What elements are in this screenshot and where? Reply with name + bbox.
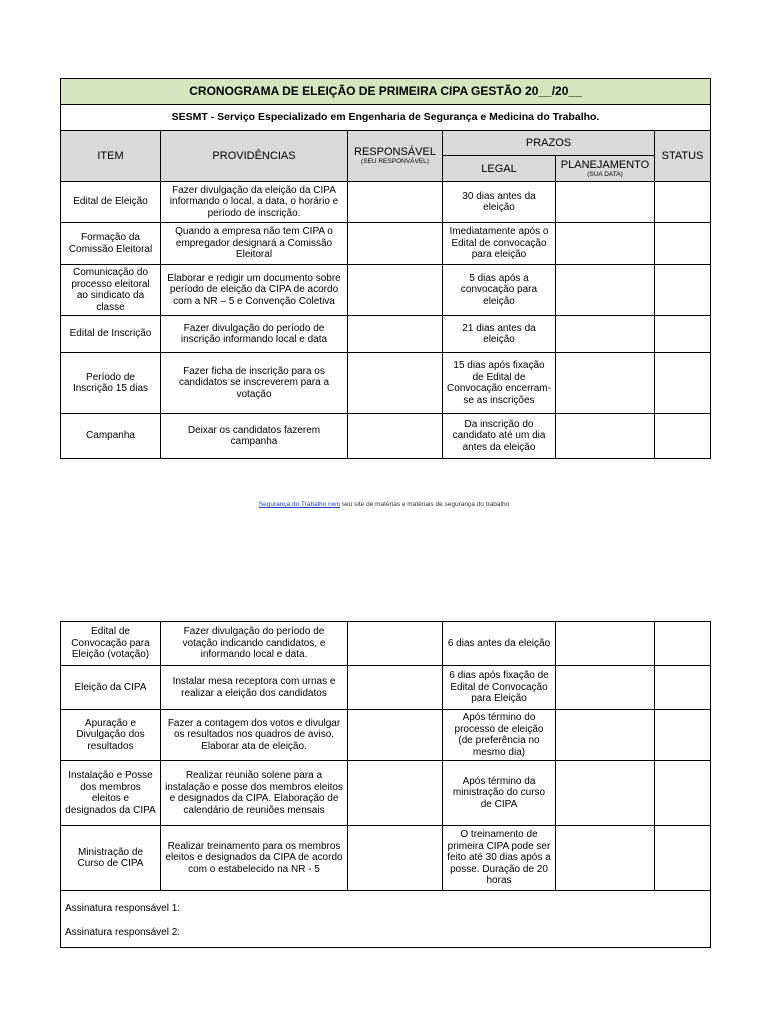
footer-note bbox=[0, 501, 768, 508]
row-item: Edital de Convocação para Eleição (votação) bbox=[61, 622, 161, 666]
header-responsavel-label: RESPONSÁVEL bbox=[354, 146, 436, 158]
row-providencia: Fazer divulgação do período de votação indicando candidatos, e informando local e data. bbox=[161, 622, 348, 666]
row-providencia: Fazer divulgação do período de inscrição informando local e data bbox=[161, 316, 348, 353]
signature-row bbox=[61, 891, 711, 948]
table-row bbox=[61, 353, 711, 414]
row-planejamento-cell bbox=[556, 223, 655, 265]
row-item: Comunicação do processo eleitoral ao sindicato da classe bbox=[61, 265, 161, 316]
row-item: Edital de Inscrição bbox=[61, 316, 161, 353]
row-legal: 5 dias após a convocação para eleição bbox=[443, 265, 556, 316]
row-responsavel-cell bbox=[348, 826, 443, 891]
header-legal: LEGAL bbox=[443, 156, 556, 182]
row-responsavel-cell bbox=[348, 414, 443, 459]
table-row bbox=[61, 265, 711, 316]
row-providencia: Fazer a contagem dos votos e divulgar os resultados nos quadros de aviso. Elaborar ata de eleição. bbox=[161, 710, 348, 761]
row-providencia: Fazer divulgação da eleição da CIPA informando o local, a data, o horário e período de inscrição. bbox=[161, 182, 348, 223]
schedule-table-page-2 bbox=[60, 621, 711, 948]
table-row bbox=[61, 826, 711, 891]
table-row bbox=[61, 182, 711, 223]
row-legal: O treinamento de primeira CIPA pode ser feito até 30 dias após a posse. Duração de 20 horas bbox=[443, 826, 556, 891]
row-item: Apuração e Divulgação dos resultados bbox=[61, 710, 161, 761]
header-status: STATUS bbox=[655, 131, 711, 182]
signature-line-1: Assinatura responsável 1: bbox=[65, 903, 181, 914]
header-providencias: PROVIDÊNCIAS bbox=[161, 131, 348, 182]
row-planejamento-cell bbox=[556, 761, 655, 826]
schedule-table-page-1 bbox=[60, 78, 711, 459]
row-responsavel-cell bbox=[348, 666, 443, 710]
row-providencia: Realizar reunião solene para a instalação e posse dos membros eleitos e designados da CIPA. Elaboração de calendário de reuniões mensais bbox=[161, 761, 348, 826]
row-providencia: Fazer ficha de inscrição para os candidatos se inscreverem para a votação bbox=[161, 353, 348, 414]
row-responsavel-cell bbox=[348, 622, 443, 666]
table-row bbox=[61, 414, 711, 459]
page-title: CRONOGRAMA DE ELEIÇÃO DE PRIMEIRA CIPA GESTÃO 20__/20__ bbox=[61, 79, 711, 105]
header-item: ITEM bbox=[61, 131, 161, 182]
row-status-cell bbox=[655, 761, 711, 826]
row-item: Instalação e Posse dos membros eleitos e designados da CIPA bbox=[61, 761, 161, 826]
row-planejamento-cell bbox=[556, 316, 655, 353]
row-legal: Após término do processo de eleição (de preferência no mesmo dia) bbox=[443, 710, 556, 761]
row-responsavel-cell bbox=[348, 710, 443, 761]
header-prazos: PRAZOS bbox=[443, 131, 655, 156]
row-providencia: Instalar mesa receptora com urnas e realizar a eleição dos candidatos bbox=[161, 666, 348, 710]
signature-line-2: Assinatura responsável 2: bbox=[65, 927, 181, 938]
row-responsavel-cell bbox=[348, 265, 443, 316]
row-planejamento-cell bbox=[556, 826, 655, 891]
row-status-cell bbox=[655, 182, 711, 223]
row-status-cell bbox=[655, 353, 711, 414]
row-legal: 21 dias antes da eleição bbox=[443, 316, 556, 353]
row-status-cell bbox=[655, 622, 711, 666]
row-legal: 30 dias antes da eleição bbox=[443, 182, 556, 223]
row-item: Eleição da CIPA bbox=[61, 666, 161, 710]
header-planejamento bbox=[556, 156, 655, 182]
row-legal: Após término da ministração do curso de CIPA bbox=[443, 761, 556, 826]
row-planejamento-cell bbox=[556, 182, 655, 223]
row-responsavel-cell bbox=[348, 316, 443, 353]
row-planejamento-cell bbox=[556, 666, 655, 710]
row-planejamento-cell bbox=[556, 265, 655, 316]
header-responsavel bbox=[348, 131, 443, 182]
row-planejamento-cell bbox=[556, 622, 655, 666]
row-item: Ministração de Curso de CIPA bbox=[61, 826, 161, 891]
row-legal: Da inscrição do candidato até um dia antes da eleição bbox=[443, 414, 556, 459]
row-responsavel-cell bbox=[348, 182, 443, 223]
row-item: Período de Inscrição 15 dias bbox=[61, 353, 161, 414]
footer-text: seu site de matérias e matériais de segurança do trabalho bbox=[340, 501, 510, 508]
table-row bbox=[61, 223, 711, 265]
row-legal: Imediatamente após o Edital de convocação para eleição bbox=[443, 223, 556, 265]
table-row bbox=[61, 622, 711, 666]
row-status-cell bbox=[655, 414, 711, 459]
row-responsavel-cell bbox=[348, 761, 443, 826]
table-row bbox=[61, 710, 711, 761]
row-providencia: Elaborar e redigir um documento sobre período de eleição da CIPA de acordo com a NR – 5 e Convenção Coletiva bbox=[161, 265, 348, 316]
row-item: Formação da Comissão Eleitoral bbox=[61, 223, 161, 265]
row-status-cell bbox=[655, 316, 711, 353]
signature-block bbox=[61, 891, 711, 948]
row-legal: 6 dias após fixação de Edital de Convocação para Eleição bbox=[443, 666, 556, 710]
row-planejamento-cell bbox=[556, 710, 655, 761]
row-providencia: Quando a empresa não tem CIPA o empregador designará a Comissão Eleitoral bbox=[161, 223, 348, 265]
header-responsavel-sub: (SEU RESPONVÁVEL) bbox=[361, 158, 429, 165]
header-planejamento-sub: (SUA DATA) bbox=[587, 170, 623, 178]
footer-link[interactable]: Segurança do Trabalho nwn bbox=[258, 501, 341, 508]
row-status-cell bbox=[655, 826, 711, 891]
row-responsavel-cell bbox=[348, 353, 443, 414]
row-providencia: Deixar os candidatos fazerem campanha bbox=[161, 414, 348, 459]
row-providencia: Realizar treinamento para os membros eleitos e designados da CIPA de acordo com o estabelecido na NR - 5 bbox=[161, 826, 348, 891]
row-status-cell bbox=[655, 666, 711, 710]
page-subtitle: SESMT - Serviço Especializado em Engenharia de Segurança e Medicina do Trabalho. bbox=[61, 105, 711, 131]
table-row bbox=[61, 761, 711, 826]
row-status-cell bbox=[655, 710, 711, 761]
row-status-cell bbox=[655, 223, 711, 265]
row-legal: 15 dias após fixação de Edital de Convocação encerram-se as inscrições bbox=[443, 353, 556, 414]
row-item: Edital de Eleição bbox=[61, 182, 161, 223]
row-legal: 6 dias antes da eleição bbox=[443, 622, 556, 666]
row-status-cell bbox=[655, 265, 711, 316]
table-row bbox=[61, 666, 711, 710]
row-planejamento-cell bbox=[556, 353, 655, 414]
row-planejamento-cell bbox=[556, 414, 655, 459]
row-responsavel-cell bbox=[348, 223, 443, 265]
row-item: Campanha bbox=[61, 414, 161, 459]
header-planejamento-label: PLANEJAMENTO bbox=[560, 158, 650, 171]
table-row bbox=[61, 316, 711, 353]
